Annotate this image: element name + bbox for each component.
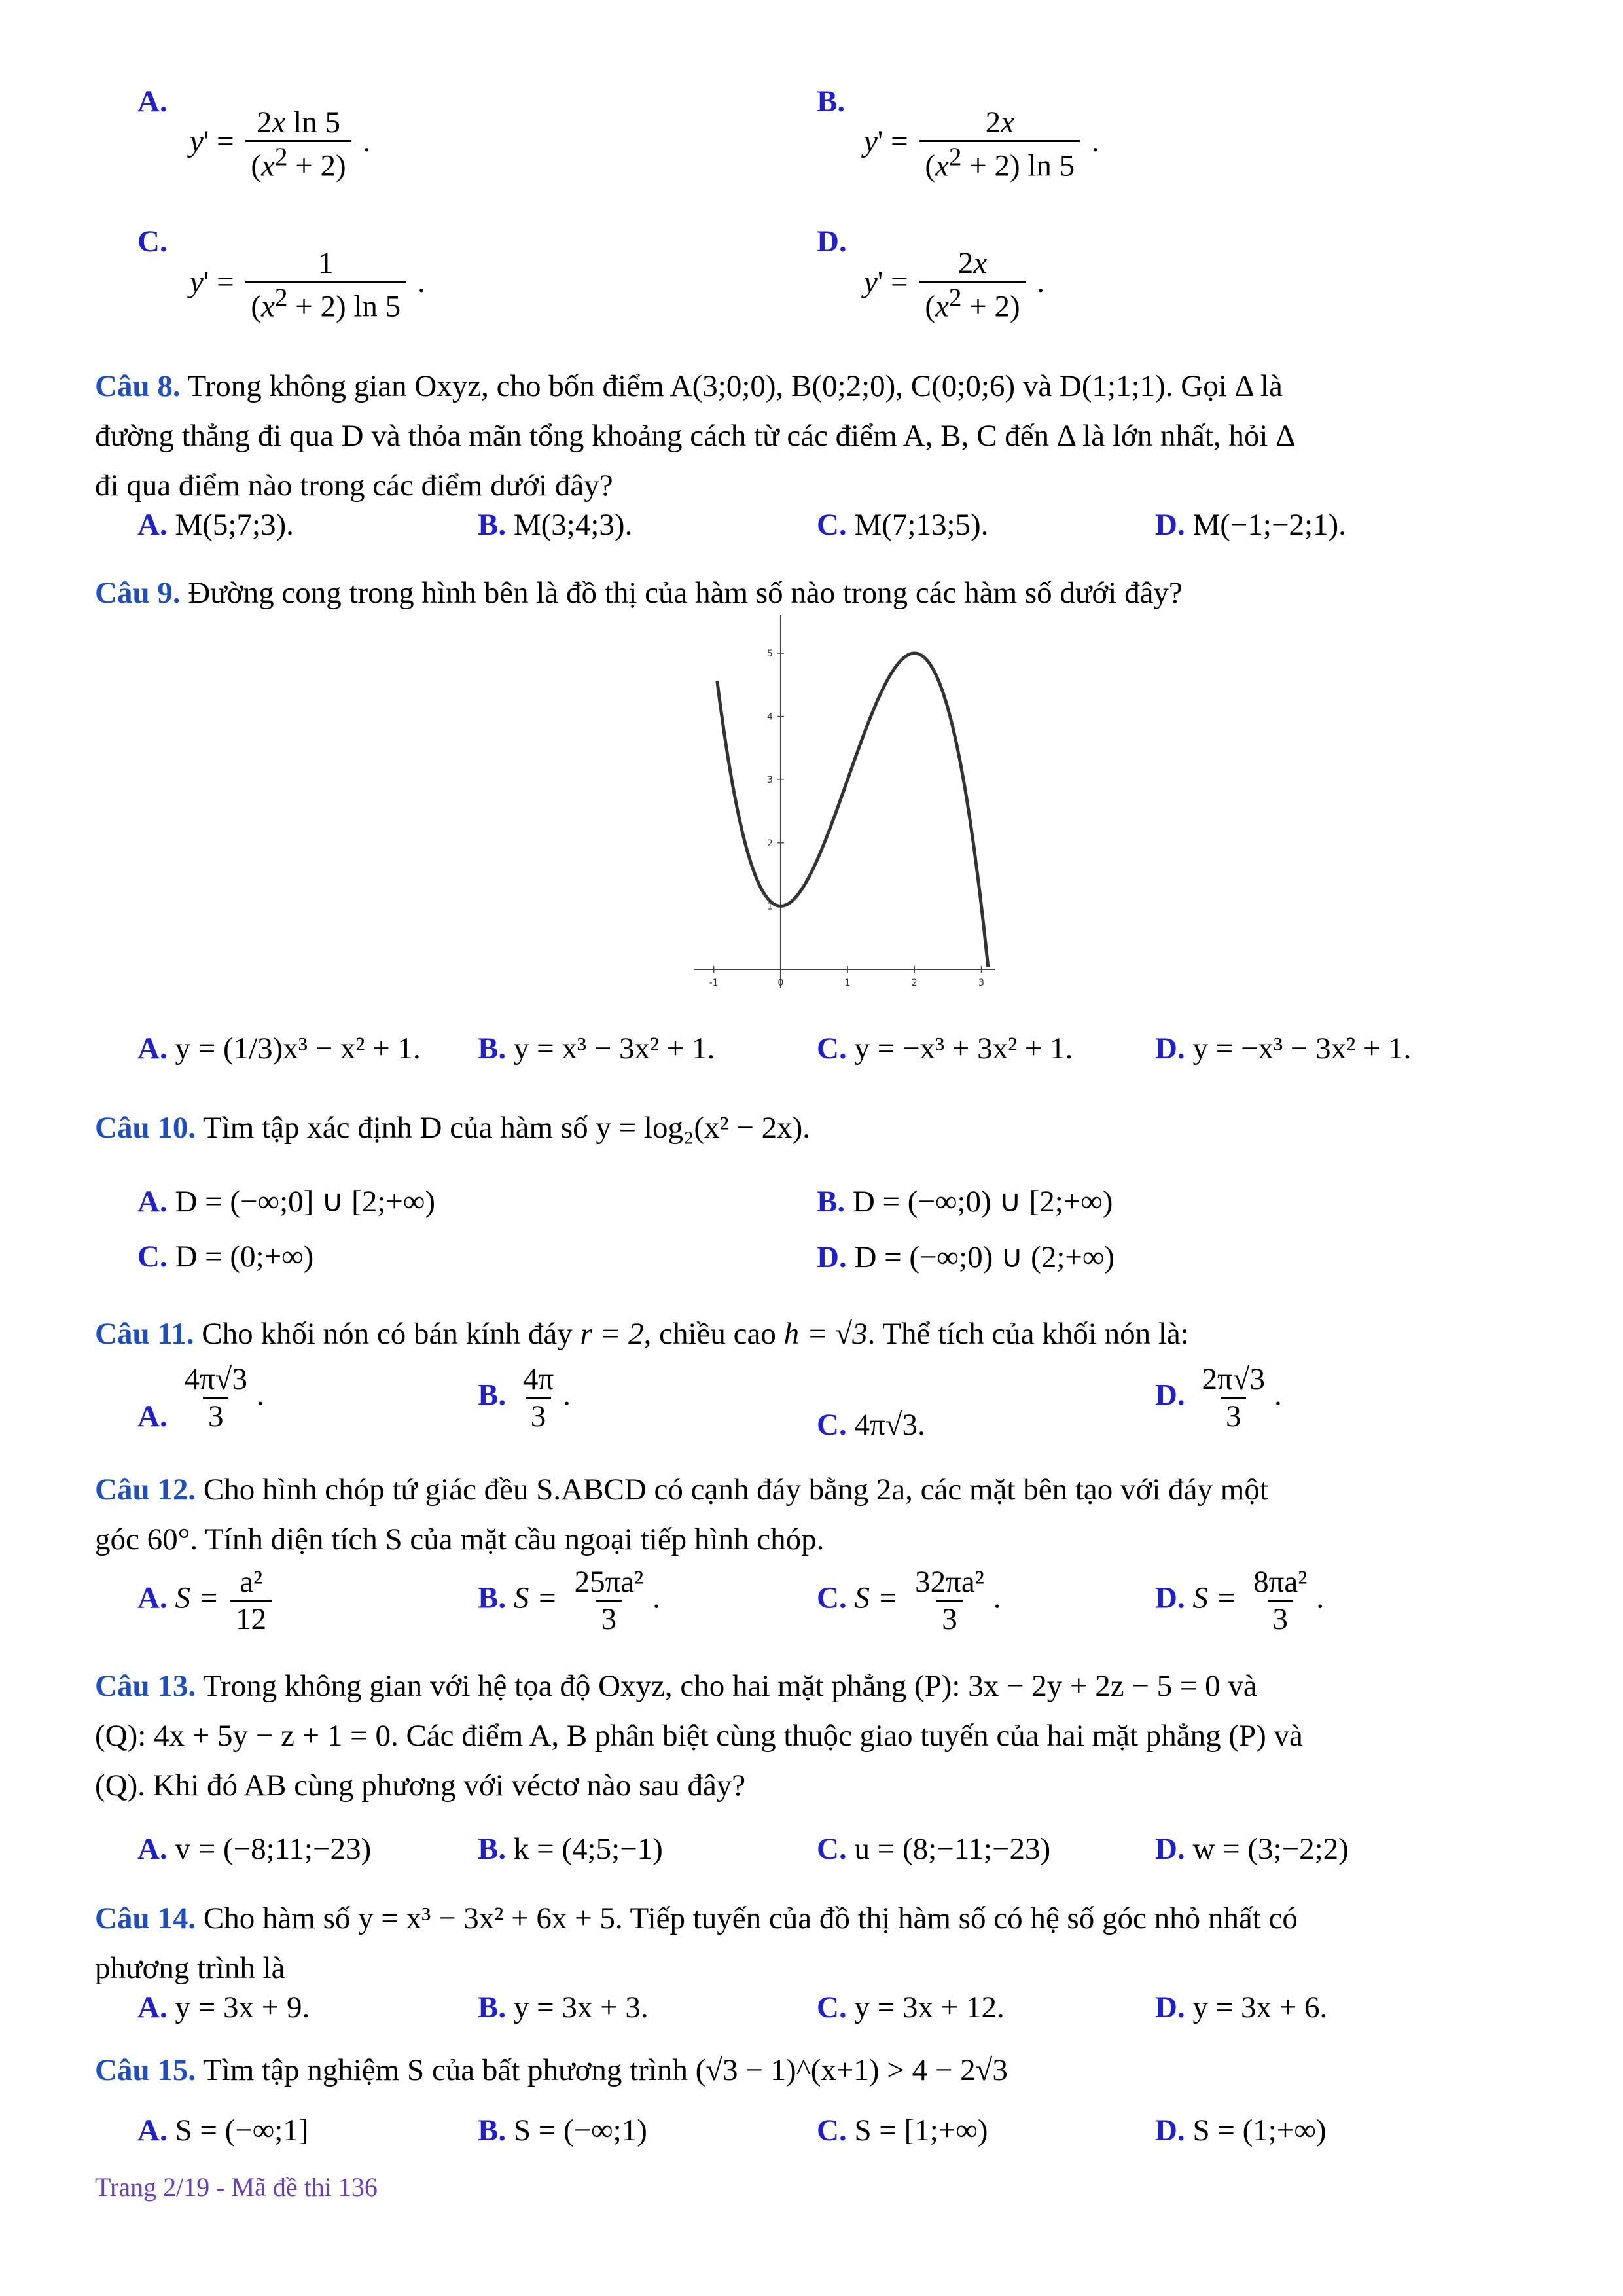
option-label: C.: [817, 2113, 847, 2147]
option-text: y = −x³ + 3x² + 1.: [854, 1031, 1073, 1066]
option-lhs: S =: [1192, 1581, 1237, 1615]
q15-option-c: [817, 2113, 988, 2148]
question-label: Câu 15.: [95, 2053, 196, 2087]
option-text: y = 3x + 3.: [513, 1990, 649, 2024]
q7-option-c-formula: y' = $\frac{1}{(x^2 + 2) \ln 5}$ .: [190, 246, 425, 324]
option-label: B.: [478, 508, 507, 542]
q15-option-a: [137, 2113, 308, 2148]
q9-option-a: [137, 1031, 421, 1066]
question-14: [95, 1893, 1535, 1993]
question-text: (Q): 4x + 5y − z + 1 = 0. Các điểm A, B phân biệt cùng thuộc giao tuyến của hai mặt phẳng (P) và: [95, 1719, 1303, 1753]
option-text: D = (0;+∞): [175, 1240, 314, 1274]
question-text: Đường cong trong hình bên là đồ thị của hàm số nào trong các hàm số dưới đây?: [188, 576, 1183, 610]
option-denominator: 3: [1268, 1600, 1294, 1637]
q14-option-c: [817, 1990, 1005, 2025]
q11-option-c: C. 4π√3.: [817, 1408, 925, 1442]
option-text: w = (3;−2;2): [1192, 1832, 1349, 1866]
x-tick-label: 3: [978, 978, 985, 989]
page-footer: Trang 2/19 - Mã đề thi 136: [95, 2172, 378, 2202]
option-label: D.: [1155, 1031, 1185, 1066]
option-text: S = [1;+∞): [854, 2113, 988, 2147]
question-8: [95, 361, 1535, 511]
q7-option-d-formula: y' = $\frac{2x}{(x^2 + 2)}$ .: [864, 246, 1045, 324]
option-label: A.: [137, 84, 168, 118]
q8-option-a: [137, 507, 294, 543]
option-label: C.: [817, 1031, 847, 1066]
x-tick-label: 1: [844, 978, 851, 989]
y-tick-label: 4: [766, 711, 773, 723]
option-text: M(5;7;3).: [175, 508, 294, 542]
graph-axes: [694, 615, 995, 988]
question-label: Câu 8.: [95, 369, 181, 403]
option-text: S = (−∞;1]: [175, 2113, 309, 2147]
option-denominator: 3: [936, 1600, 963, 1637]
option-numerator: 4π√3: [184, 1362, 247, 1396]
option-label: D.: [1155, 1990, 1185, 2024]
question-text: phương trình là: [95, 1951, 285, 1985]
q13-option-d: [1155, 1831, 1349, 1867]
option-label: A.: [137, 2113, 168, 2147]
question-text: . Thể tích của khối nón là:: [867, 1317, 1189, 1351]
q11-option-d: D. $\frac{2\pi√3}{3}$ .: [1155, 1362, 1282, 1433]
option-label: C.: [817, 1832, 847, 1866]
question-10: [95, 1103, 1535, 1153]
option-text: M(3;4;3).: [513, 508, 633, 542]
q10-option-d: [817, 1239, 1115, 1275]
q9-option-b: [478, 1031, 715, 1066]
q9-option-d: [1155, 1031, 1411, 1066]
q8-option-c: [817, 507, 988, 543]
option-label: B.: [478, 1832, 507, 1866]
option-text: S = (−∞;1): [513, 2113, 647, 2147]
question-label: Câu 12.: [95, 1473, 196, 1507]
option-lhs: S =: [513, 1581, 558, 1615]
option-text: D = (−∞;0) ∪ (2;+∞): [854, 1240, 1115, 1274]
y-tick-label: 3: [766, 775, 773, 786]
option-label: A.: [137, 1990, 168, 2024]
q12-option-b: B. S = $\frac{\text{25πa²}}{3}$ .: [478, 1565, 661, 1636]
option-denominator: 12: [230, 1600, 272, 1637]
q7-option-a-formula: y' = $\frac{\text{2x ln 5}}{(x^2 + 2)}$ .: [190, 105, 371, 183]
x-tick-label: 2: [911, 978, 918, 989]
question-text: Trong không gian với hệ tọa độ Oxyz, cho hai mặt phẳng (P): 3x − 2y + 2z − 5 = 0 và: [203, 1669, 1257, 1703]
option-label: D.: [1155, 2113, 1185, 2147]
option-text: y = (1/3)x³ − x² + 1.: [175, 1031, 421, 1066]
q9-option-c: [817, 1031, 1073, 1066]
option-denominator: 3: [526, 1397, 552, 1434]
y-tick-label: 1: [766, 901, 773, 912]
question-15: [95, 2045, 1535, 2095]
graph-ticks: [709, 649, 984, 988]
option-label: A.: [137, 508, 168, 542]
question-label: Câu 13.: [95, 1669, 196, 1703]
option-label: A.: [137, 1581, 168, 1615]
q7-option-b-formula: y' = $\frac{2x}{(x^2 + 2) \ln 5}$ .: [864, 105, 1099, 183]
q8-option-b: [478, 507, 632, 543]
option-lhs: S =: [175, 1581, 219, 1615]
question-11: [95, 1309, 1535, 1359]
option-label: B.: [478, 2113, 507, 2147]
q10-option-b: [817, 1183, 1113, 1219]
q12-option-d: D. S = $\frac{\text{8πa²}}{3}$ .: [1155, 1565, 1325, 1636]
option-numerator: 4π: [522, 1362, 554, 1396]
x-tick-label: -1: [709, 978, 719, 989]
q14-option-b: [478, 1990, 649, 2025]
y-tick-label: 2: [766, 838, 773, 849]
option-text: k = (4;5;−1): [513, 1832, 663, 1866]
x-tick-label: 0: [777, 978, 784, 989]
question-text: Tìm tập xác định D của hàm số y = log₂(x² − 2x).: [203, 1111, 810, 1145]
question-text: đường thẳng đi qua D và thỏa mãn tổng khoảng cách từ các điểm A, B, C đến Δ là lớn nhất, hỏi Δ: [95, 419, 1296, 453]
option-label: C.: [817, 1408, 847, 1442]
question-text: (Q). Khi đó AB cùng phương với véctơ nào sau đây?: [95, 1768, 746, 1803]
q12-option-a: [137, 1564, 276, 1637]
option-text: S = (1;+∞): [1192, 2113, 1327, 2147]
option-denominator: 3: [1221, 1397, 1247, 1434]
option-label: B.: [478, 1990, 507, 2024]
question-text: Tìm tập nghiệm S của bất phương trình (√3 − 1)^(x+1) > 4 − 2√3: [203, 2053, 1008, 2087]
option-label: B.: [817, 1185, 846, 1219]
option-label: D.: [1155, 1378, 1185, 1412]
y-tick-label: 5: [766, 648, 773, 659]
option-label: D.: [1155, 1581, 1185, 1615]
option-numerator: 25πa²: [574, 1565, 644, 1599]
option-label: D.: [817, 1240, 847, 1274]
q7-option-b: [817, 84, 845, 119]
q7-option-c: [137, 224, 168, 259]
option-label: A.: [137, 1185, 168, 1219]
option-text: v = (−8;11;−23): [175, 1832, 372, 1866]
question-text: Cho khối nón có bán kính đáy: [202, 1317, 573, 1351]
q7-option-a: [137, 84, 168, 119]
option-label: C.: [817, 1990, 847, 2024]
question-label: Câu 14.: [95, 1901, 196, 1935]
q13-option-b: [478, 1831, 663, 1867]
question-label: Câu 9.: [95, 576, 181, 610]
option-label: D.: [1155, 1832, 1185, 1866]
question-text: Cho hàm số y = x³ − 3x² + 6x + 5. Tiếp tuyến của đồ thị hàm số có hệ số góc nhỏ nhất có: [203, 1901, 1298, 1935]
option-label: D.: [817, 224, 847, 259]
question-13: [95, 1661, 1535, 1810]
question-12: [95, 1465, 1535, 1564]
option-text: 4π√3: [854, 1408, 918, 1442]
q11-option-b: B. $\frac{4\pi}{3}$ .: [478, 1362, 571, 1433]
option-denominator: 3: [203, 1397, 229, 1434]
q10-option-a: [137, 1183, 435, 1219]
option-numerator: 8πa²: [1253, 1565, 1308, 1599]
option-label: C.: [137, 1240, 168, 1274]
option-text: M(−1;−2;1).: [1192, 508, 1346, 542]
option-label: B.: [478, 1581, 507, 1615]
question-text: Trong không gian Oxyz, cho bốn điểm A(3;0;0), B(0;2;0), C(0;0;6) và D(1;1;1). Gọi Δ là: [187, 369, 1283, 403]
q13-option-a: [137, 1831, 371, 1867]
question-text: góc 60°. Tính diện tích S của mặt cầu ngoại tiếp hình chóp.: [95, 1522, 825, 1556]
option-label: A.: [137, 1832, 168, 1866]
radius-value: r = 2: [580, 1317, 644, 1351]
option-text: y = x³ − 3x² + 1.: [513, 1031, 715, 1066]
option-label: B.: [478, 1378, 507, 1412]
option-label: D.: [1155, 508, 1185, 542]
q12-option-c: C. S = $\frac{\text{32πa²}}{3}$ .: [817, 1565, 1001, 1636]
q11-option-a: A. $\frac{4\pi√3}{3}$ .: [137, 1362, 264, 1433]
option-label: C.: [817, 1581, 847, 1615]
option-text: M(7;13;5).: [854, 508, 989, 542]
option-numerator: 32πa²: [915, 1565, 984, 1599]
q14-option-d: [1155, 1990, 1327, 2025]
option-label: C.: [817, 508, 847, 542]
option-lhs: S =: [854, 1581, 899, 1615]
question-label: Câu 10.: [95, 1111, 196, 1145]
function-graph: [681, 609, 1008, 1014]
option-text: D = (−∞;0] ∪ [2;+∞): [175, 1185, 436, 1219]
q13-option-c: [817, 1831, 1050, 1867]
option-label: A.: [137, 1399, 168, 1433]
question-text: đi qua điểm nào trong các điểm dưới đây?: [95, 469, 613, 503]
option-label: C.: [137, 224, 168, 259]
q15-option-d: [1155, 2113, 1326, 2148]
q14-option-a: [137, 1990, 310, 2025]
option-text: y = −x³ − 3x² + 1.: [1192, 1031, 1412, 1066]
option-denominator: 3: [596, 1600, 622, 1637]
q7-option-d: [817, 224, 847, 259]
question-text: , chiều cao: [643, 1317, 776, 1351]
option-text: y = 3x + 9.: [175, 1990, 310, 2024]
option-label: B.: [478, 1031, 507, 1066]
option-numerator: 2π√3: [1202, 1362, 1265, 1396]
question-text: Cho hình chóp tứ giác đều S.ABCD có cạnh đáy bằng 2a, các mặt bên tạo với đáy một: [203, 1473, 1268, 1507]
height-value: h = √3: [783, 1317, 868, 1351]
question-label: Câu 11.: [95, 1317, 194, 1351]
option-text: u = (8;−11;−23): [854, 1832, 1051, 1866]
option-text: D = (−∞;0) ∪ [2;+∞): [852, 1185, 1113, 1219]
q10-option-c: [137, 1239, 313, 1274]
series-curve: [717, 653, 988, 967]
option-numerator: a²: [240, 1565, 263, 1599]
option-text: y = 3x + 6.: [1192, 1990, 1328, 2024]
option-text: y = 3x + 12.: [854, 1990, 1005, 2024]
option-label: A.: [137, 1031, 168, 1066]
q15-option-b: [478, 2113, 647, 2148]
q8-option-d: [1155, 507, 1346, 543]
option-label: B.: [817, 84, 846, 118]
